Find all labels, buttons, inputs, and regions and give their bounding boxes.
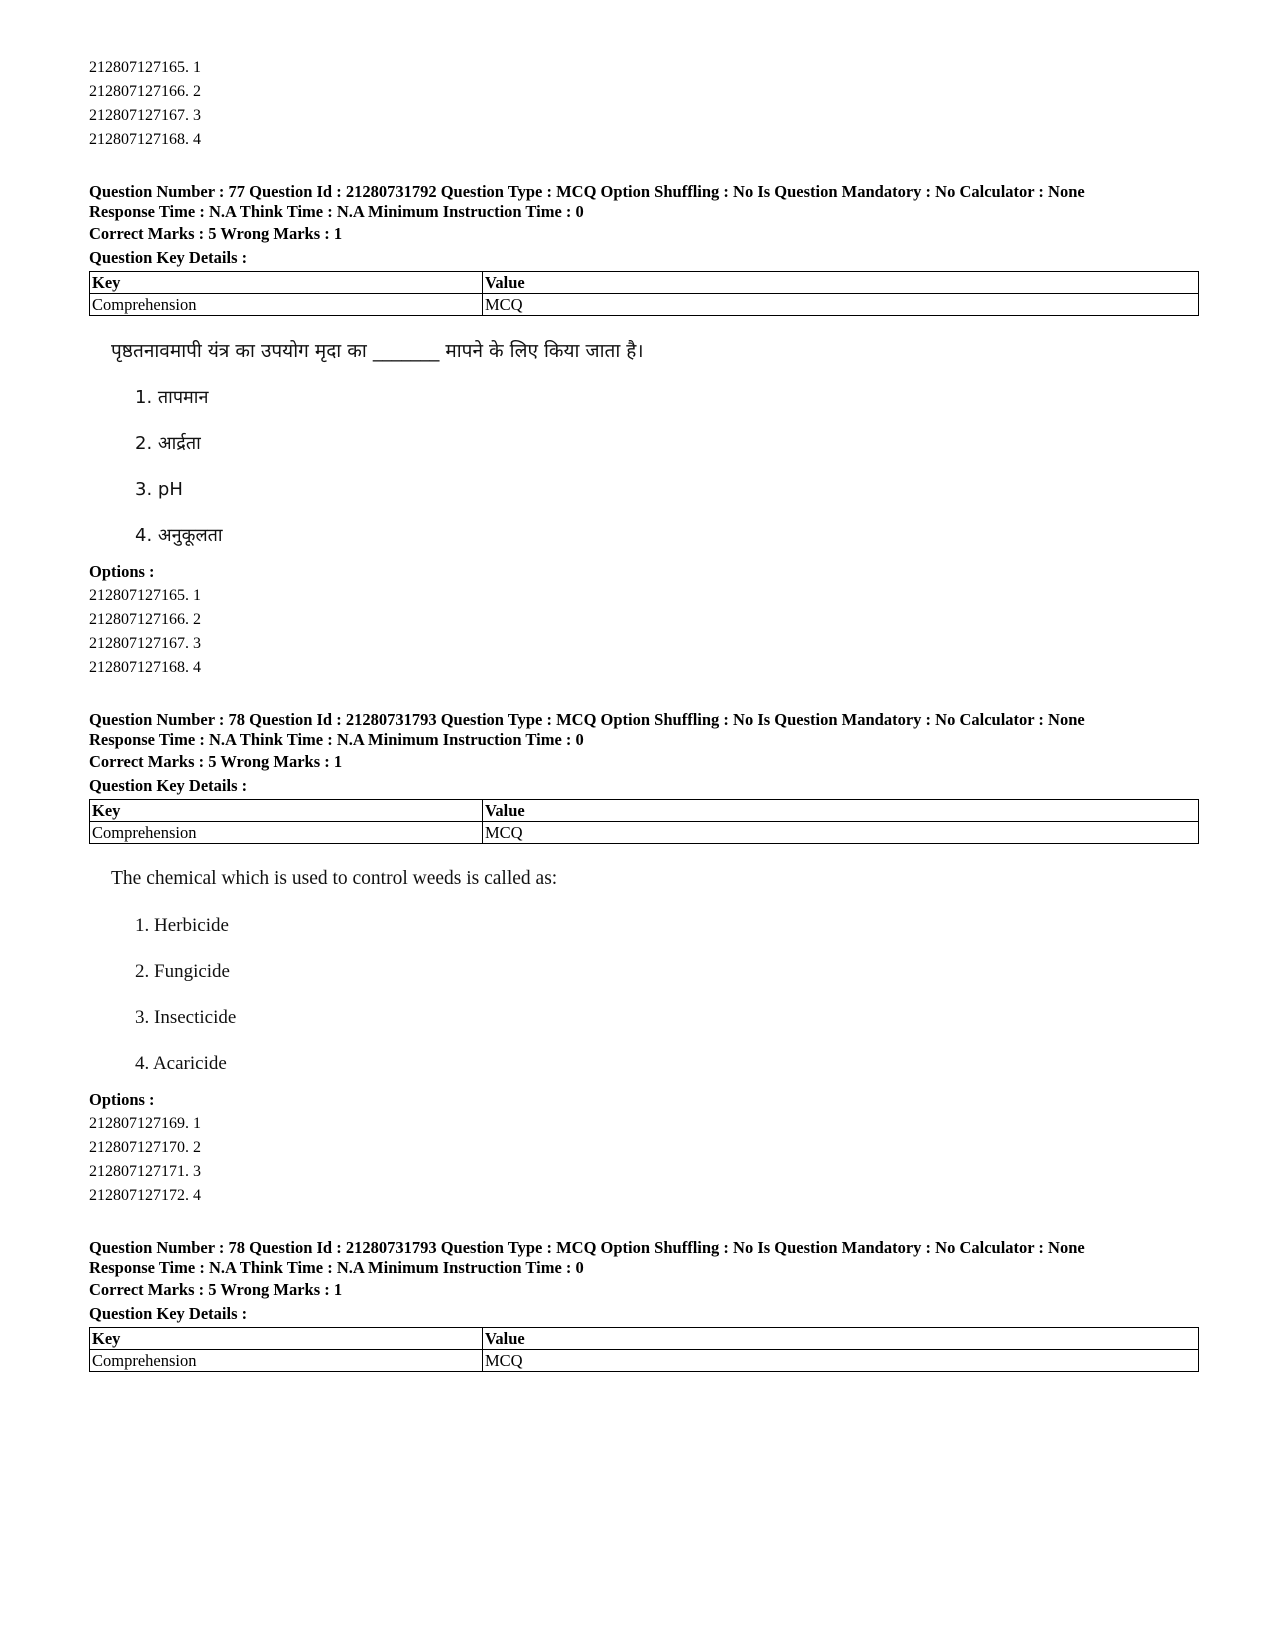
option-line: 212807127165. 1 <box>89 59 201 76</box>
choice-item: 3. Insecticide <box>135 1007 237 1028</box>
key-details-label: Question Key Details : <box>89 1304 248 1323</box>
choice-item: 3. pH <box>135 479 183 500</box>
table-cell-key: Comprehension <box>90 1350 483 1372</box>
table-cell-value: MCQ <box>483 1350 1199 1372</box>
table-header-value: Value <box>483 1328 1199 1350</box>
key-details-label: Question Key Details : <box>89 248 248 267</box>
option-line: 212807127172. 4 <box>89 1187 201 1204</box>
option-line: 212807127167. 3 <box>89 107 201 124</box>
choice-item: 2. Fungicide <box>135 961 230 982</box>
question-header-line1: Question Number : 78 Question Id : 21280731793 Question Type : MCQ Option Shuffling : No Is Question Mandatory : No Calculator : None <box>89 710 1085 729</box>
table-header-key: Key <box>90 1328 483 1350</box>
key-details-table <box>89 1327 1199 1372</box>
table-cell-value: MCQ <box>483 822 1199 844</box>
key-details-table <box>89 271 1199 316</box>
question-header-line2: Response Time : N.A Think Time : N.A Minimum Instruction Time : 0 <box>89 730 584 749</box>
table-cell-value: MCQ <box>483 294 1199 316</box>
option-line: 212807127168. 4 <box>89 659 201 676</box>
table-row <box>90 822 1199 844</box>
question-header-line2: Response Time : N.A Think Time : N.A Minimum Instruction Time : 0 <box>89 202 584 221</box>
question-block-77 <box>89 182 1199 680</box>
option-line: 212807127170. 2 <box>89 1139 201 1156</box>
option-line: 212807127168. 4 <box>89 131 201 148</box>
question-block-78-repeat <box>89 1238 1199 1372</box>
table-header-row <box>90 272 1199 294</box>
option-line: 212807127169. 1 <box>89 1115 201 1132</box>
key-details-label: Question Key Details : <box>89 776 248 795</box>
option-line: 212807127171. 3 <box>89 1163 201 1180</box>
options-label: Options : <box>89 1090 155 1109</box>
option-line: 212807127166. 2 <box>89 83 201 100</box>
document-page <box>89 56 1199 1372</box>
top-options-list <box>89 56 1199 152</box>
table-header-row <box>90 800 1199 822</box>
table-row <box>90 294 1199 316</box>
question-body <box>89 336 1199 550</box>
question-header-line2: Response Time : N.A Think Time : N.A Minimum Instruction Time : 0 <box>89 1258 584 1277</box>
question-text: The chemical which is used to control weeds is called as: <box>111 868 558 889</box>
table-header-value: Value <box>483 800 1199 822</box>
question-text: पृष्ठतनावमापी यंत्र का उपयोग मृदा का _______ मापने के लिए किया जाता है। <box>111 340 644 362</box>
question-block-78 <box>89 710 1199 1208</box>
table-header-key: Key <box>90 272 483 294</box>
question-header-line1: Question Number : 77 Question Id : 21280731792 Question Type : MCQ Option Shuffling : No Is Question Mandatory : No Calculator : None <box>89 182 1085 201</box>
question-marks: Correct Marks : 5 Wrong Marks : 1 <box>89 224 343 243</box>
question-header-line1: Question Number : 78 Question Id : 21280731793 Question Type : MCQ Option Shuffling : No Is Question Mandatory : No Calculator : None <box>89 1238 1085 1257</box>
choice-item: 4. Acaricide <box>135 1053 227 1074</box>
table-header-row <box>90 1328 1199 1350</box>
question-marks: Correct Marks : 5 Wrong Marks : 1 <box>89 752 343 771</box>
choice-item: 4. अनुकूलता <box>135 525 223 546</box>
choice-item: 1. तापमान <box>135 387 209 408</box>
choice-item: 1. Herbicide <box>135 915 229 936</box>
option-line: 212807127165. 1 <box>89 587 201 604</box>
table-header-key: Key <box>90 800 483 822</box>
table-cell-key: Comprehension <box>90 294 483 316</box>
question-body <box>89 864 1199 1078</box>
table-header-value: Value <box>483 272 1199 294</box>
option-line: 212807127166. 2 <box>89 611 201 628</box>
key-details-table <box>89 799 1199 844</box>
option-line: 212807127167. 3 <box>89 635 201 652</box>
choice-item: 2. आर्द्रता <box>135 433 201 454</box>
table-cell-key: Comprehension <box>90 822 483 844</box>
question-marks: Correct Marks : 5 Wrong Marks : 1 <box>89 1280 343 1299</box>
table-row <box>90 1350 1199 1372</box>
options-label: Options : <box>89 562 155 581</box>
